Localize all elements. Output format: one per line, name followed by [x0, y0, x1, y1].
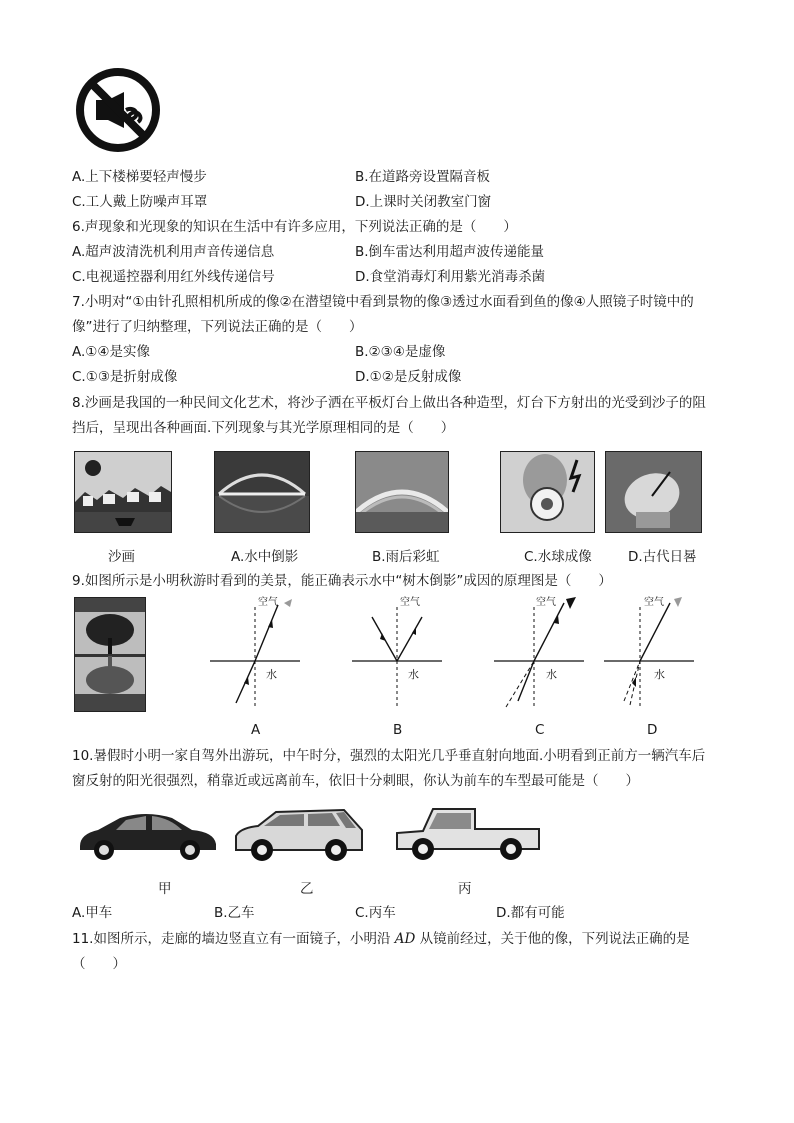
- diagram-a-air-label: 空气: [258, 597, 278, 608]
- q11-stem-line2: （ ）: [72, 956, 126, 972]
- water-ball-photo: [500, 451, 595, 533]
- caption-option-c: C.水球成像: [524, 549, 592, 565]
- q10-option-b: B.乙车: [214, 905, 255, 921]
- q8-stem-line1: 8.沙画是我国的一种民间文化艺术，将沙子洒在平板灯台上做出各种造型，灯台下方射出的光受到沙子的阻: [72, 395, 706, 411]
- q10-stem-line2: 窗反射的阳光很强烈，稍靠近或远离前车，依旧十分刺眼，你认为前车的车型最可能是（ ）: [72, 773, 639, 789]
- q11-stem-post: 从镜前经过，关于他的像，下列说法正确的是: [415, 931, 690, 947]
- diagram-d-water-label: 水: [654, 668, 665, 681]
- q10-option-d: D.都有可能: [496, 905, 565, 921]
- q5-option-c: C.工人戴上防噪声耳罩: [72, 194, 208, 210]
- diagram-c: [494, 597, 586, 712]
- q7-option-b: B.②③④是虚像: [355, 344, 446, 360]
- caption-option-a: A.水中倒影: [231, 549, 299, 565]
- q6-option-a: A.超声波清洗机利用声音传递信息: [72, 244, 275, 260]
- q11-stem-path: AD: [394, 931, 416, 947]
- q11-stem-pre: 11.如图所示，走廊的墙边竖直立有一面镜子，小明沿: [72, 931, 395, 947]
- q10-option-a: A.甲车: [72, 905, 113, 921]
- diagram-b-water-label: 水: [408, 668, 419, 681]
- q6-option-b: B.倒车雷达利用超声波传递能量: [355, 244, 545, 260]
- no-horn-icon: [74, 66, 162, 154]
- sundial-photo: [605, 451, 702, 533]
- q7-stem-line1: 7.小明对“①由针孔照相机所成的像②在潜望镜中看到景物的像③透过水面看到鱼的像④人照镜子时镜中的: [72, 294, 694, 310]
- sand-painting-photo: [74, 451, 172, 533]
- q8-stem-line2: 挡后，呈现出各种画面.下列现象与其光学原理相同的是（ ）: [72, 420, 455, 436]
- car-label-jia: 甲: [158, 881, 172, 897]
- diagram-d-air-label: 空气: [644, 597, 664, 608]
- q10-stem-line1: 10.暑假时小明一家自驾外出游玩，中午时分，强烈的太阳光几乎垂直射向地面.小明看到正前方一辆汽车后: [72, 748, 706, 764]
- q10-option-c: C.丙车: [355, 905, 396, 921]
- diagram-b-label: B: [393, 722, 403, 738]
- car-yi: [232, 806, 366, 864]
- diagram-a: [210, 597, 302, 712]
- q7-stem-line2: 像”进行了归纳整理，下列说法正确的是（ ）: [72, 319, 363, 335]
- tree-reflection-photo: [74, 597, 146, 712]
- q7-option-a: A.①④是实像: [72, 344, 150, 360]
- caption-sand-painting: 沙画: [108, 549, 135, 565]
- caption-option-b: B.雨后彩虹: [372, 549, 440, 565]
- diagram-c-label: C: [535, 722, 545, 738]
- q5-option-b: B.在道路旁设置隔音板: [355, 169, 491, 185]
- q7-option-d: D.①②是反射成像: [355, 369, 462, 385]
- rainbow-photo: [355, 451, 449, 533]
- q6-stem: 6.声现象和光现象的知识在生活中有许多应用，下列说法正确的是（ ）: [72, 219, 517, 235]
- car-label-yi: 乙: [300, 881, 314, 897]
- q7-option-c: C.①③是折射成像: [72, 369, 178, 385]
- diagram-d: [602, 597, 694, 712]
- no-horn-sign: [74, 66, 162, 154]
- diagram-c-air-label: 空气: [536, 597, 556, 608]
- car-jia: [76, 808, 218, 864]
- q5-option-a: A.上下楼梯要轻声慢步: [72, 169, 207, 185]
- car-bing: [393, 803, 543, 863]
- diagram-a-water-label: 水: [266, 668, 277, 681]
- car-label-bing: 丙: [458, 881, 472, 897]
- water-reflection-photo: [214, 451, 310, 533]
- diagram-c-water-label: 水: [546, 668, 557, 681]
- diagram-b-air-label: 空气: [400, 597, 420, 608]
- q11-stem-line1: [72, 929, 690, 949]
- diagram-d-label: D: [647, 722, 658, 738]
- caption-option-d: D.古代日晷: [628, 549, 697, 565]
- diagram-a-label: A: [251, 722, 261, 738]
- q9-stem: 9.如图所示是小明秋游时看到的美景，能正确表示水中“树木倒影”成因的原理图是（ ）: [72, 573, 612, 589]
- q5-option-d: D.上课时关闭教室门窗: [355, 194, 492, 210]
- q6-option-d: D.食堂消毒灯利用紫光消毒杀菌: [355, 269, 546, 285]
- q6-option-c: C.电视遥控器利用红外线传递信号: [72, 269, 275, 285]
- diagram-b: [352, 597, 444, 712]
